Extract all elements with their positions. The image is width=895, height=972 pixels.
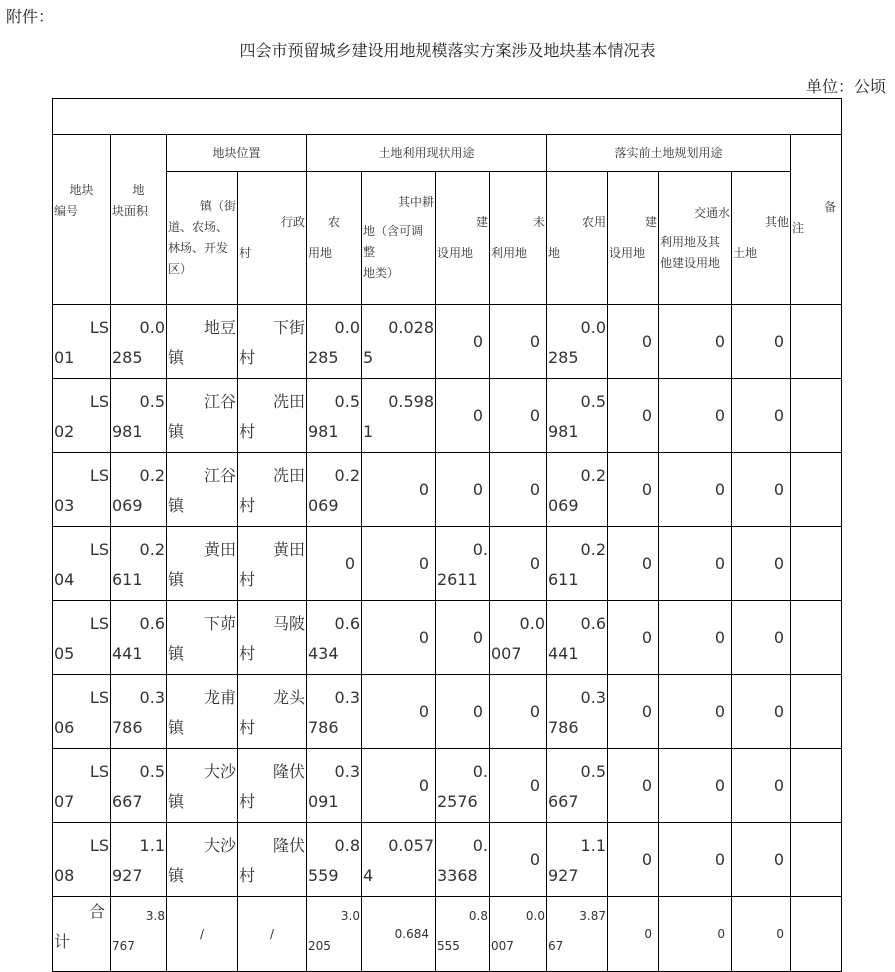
cell-plan-transport: 0 — [659, 527, 732, 601]
cell-arable — [362, 305, 436, 379]
cell-line: 01 — [54, 348, 75, 367]
cell-line: 0.8 — [334, 836, 360, 855]
cell-line: 05 — [54, 644, 75, 663]
cell-line: 大沙 — [203, 836, 236, 855]
cell-plan-construction: 0 — [608, 823, 659, 897]
cell-line: 冼田 — [272, 392, 305, 411]
cell-no — [53, 675, 111, 749]
cell-total-label — [53, 897, 111, 972]
cell-town — [167, 453, 238, 527]
cell-line: 0.2 — [334, 466, 360, 485]
cell-plan-construction: 0 — [608, 379, 659, 453]
cell-arable: 0 — [362, 675, 436, 749]
cell-unused: 0 — [490, 527, 547, 601]
cell-plan-agri — [547, 527, 608, 601]
cell-line: 285 — [112, 348, 143, 367]
cell-line: LS — [89, 836, 109, 855]
blank-cell — [53, 99, 842, 135]
cell-remark — [791, 379, 842, 453]
cell-unused: 0 — [490, 379, 547, 453]
cell-line: 龙头 — [272, 688, 305, 707]
cell-line: 黄田 — [203, 540, 236, 559]
cell-line: 434 — [308, 644, 339, 663]
cell-line: 0.2 — [139, 466, 165, 485]
cell-construction — [436, 823, 490, 897]
cell-line: 江谷 — [203, 466, 236, 485]
cell-line: 441 — [548, 644, 579, 663]
cell-line: 007 — [491, 644, 522, 663]
cell-line: 069 — [112, 496, 143, 515]
cell-line: 3.87 — [579, 909, 606, 923]
cell-town — [167, 601, 238, 675]
cell-arable — [362, 379, 436, 453]
cell-area — [111, 601, 167, 675]
cell-remark — [791, 749, 842, 823]
cell-town — [167, 823, 238, 897]
header-plan-agri: 农用 地 — [547, 172, 608, 305]
cell-line: 67 — [548, 939, 564, 953]
table-row — [53, 749, 842, 823]
cell-line: 0.0 — [139, 318, 165, 337]
cell-plan-other: 0 — [732, 749, 791, 823]
header-current-use-group: 土地利用现状用途 — [307, 135, 547, 172]
cell-line: 镇 — [168, 348, 185, 367]
cell-plan-construction: 0 — [608, 749, 659, 823]
cell-line: 2611 — [437, 570, 478, 589]
cell-plan-other: 0 — [732, 675, 791, 749]
cell-line: 0.2 — [580, 540, 606, 559]
cell-line: 大沙 — [203, 762, 236, 781]
cell-line: 4 — [363, 866, 374, 885]
cell-no — [53, 601, 111, 675]
cell-line: 981 — [548, 422, 579, 441]
cell-plan-other: 0 — [732, 823, 791, 897]
cell-line: 镇 — [168, 718, 185, 737]
cell-unused: 0 — [490, 823, 547, 897]
cell-line: 隆伏 — [272, 836, 305, 855]
header-row-1 — [53, 135, 842, 172]
cell-village: / — [238, 897, 307, 972]
cell-agri: 0 — [307, 527, 362, 601]
cell-no — [53, 823, 111, 897]
cell-agri — [307, 379, 362, 453]
cell-line: 0.3 — [139, 688, 165, 707]
cell-line: 0.0 — [525, 909, 545, 923]
cell-line: 927 — [548, 866, 579, 885]
cell-remark — [791, 823, 842, 897]
cell-line: 村 — [239, 866, 256, 885]
cell-line: 0.5 — [580, 392, 606, 411]
cell-remark — [791, 601, 842, 675]
cell-line: 981 — [308, 422, 339, 441]
table-row — [53, 453, 842, 527]
cell-line: 村 — [239, 644, 256, 663]
cell-line: 隆伏 — [272, 762, 305, 781]
table-row — [53, 305, 842, 379]
cell-town: / — [167, 897, 238, 972]
header-plan-transport: 交通水 利用地及其 他建设用地 — [659, 172, 732, 305]
cell-village — [238, 527, 307, 601]
cell-village — [238, 675, 307, 749]
cell-line: LS — [89, 688, 109, 707]
cell-town — [167, 379, 238, 453]
header-arable: 其中耕 地（含可调整 地类） — [362, 172, 436, 305]
cell-arable: 0.684 — [362, 897, 436, 972]
cell-line: 069 — [548, 496, 579, 515]
cell-line: 0.2 — [139, 540, 165, 559]
cell-line: 786 — [112, 718, 143, 737]
cell-line: 1 — [363, 422, 374, 441]
cell-village — [238, 453, 307, 527]
cell-line: 091 — [308, 792, 339, 811]
cell-line: 1.1 — [580, 836, 606, 855]
cell-line: 0. — [472, 762, 488, 781]
cell-plan-agri — [547, 601, 608, 675]
cell-plan-transport: 0 — [659, 453, 732, 527]
cell-line: 285 — [548, 348, 579, 367]
cell-plan-transport: 0 — [659, 379, 732, 453]
cell-plan-transport: 0 — [659, 823, 732, 897]
header-row-2 — [53, 172, 842, 305]
cell-line: 08 — [54, 866, 75, 885]
cell-plan-construction: 0 — [608, 305, 659, 379]
cell-line: 0.028 — [388, 318, 434, 337]
parcel-table — [52, 98, 842, 972]
cell-line: 0.6 — [334, 614, 360, 633]
cell-no — [53, 379, 111, 453]
cell-agri — [307, 601, 362, 675]
cell-line: 981 — [112, 422, 143, 441]
cell-village — [238, 305, 307, 379]
header-location-group: 地块位置 — [167, 135, 307, 172]
cell-plan-other: 0 — [732, 379, 791, 453]
cell-unused — [490, 601, 547, 675]
header-plan-other: 其他 土地 — [732, 172, 791, 305]
cell-line: 镇 — [168, 422, 185, 441]
cell-line: 镇 — [168, 792, 185, 811]
cell-area — [111, 379, 167, 453]
cell-line: 镇 — [168, 570, 185, 589]
cell-line: 0.5 — [580, 762, 606, 781]
cell-construction: 0 — [436, 305, 490, 379]
cell-line: 786 — [548, 718, 579, 737]
table-blank-row — [53, 99, 842, 135]
cell-line: 03 — [54, 496, 75, 515]
cell-area — [111, 305, 167, 379]
cell-unused: 0 — [490, 675, 547, 749]
cell-line: 计 — [54, 932, 71, 951]
cell-line: 0.6 — [139, 614, 165, 633]
cell-no — [53, 527, 111, 601]
unit-label: 单位：公顷 — [805, 77, 886, 96]
cell-line: 0.0 — [334, 318, 360, 337]
cell-line: 村 — [239, 496, 256, 515]
cell-line: 3368 — [437, 866, 478, 885]
cell-no — [53, 749, 111, 823]
cell-village — [238, 601, 307, 675]
cell-line: 786 — [308, 718, 339, 737]
cell-line: 江谷 — [203, 392, 236, 411]
cell-line: 0.5 — [334, 392, 360, 411]
cell-plan-construction: 0 — [608, 601, 659, 675]
cell-construction — [436, 749, 490, 823]
header-area: 地 块面积 — [111, 135, 167, 305]
cell-construction — [436, 527, 490, 601]
cell-plan-other: 0 — [732, 897, 791, 972]
cell-line: 927 — [112, 866, 143, 885]
cell-line: 007 — [491, 939, 514, 953]
cell-line: LS — [89, 614, 109, 633]
cell-plan-construction: 0 — [608, 897, 659, 972]
cell-line: LS — [89, 762, 109, 781]
table-row — [53, 601, 842, 675]
cell-line: 3.0 — [340, 909, 360, 923]
cell-line: 0.057 — [388, 836, 434, 855]
cell-line: 205 — [308, 939, 331, 953]
cell-town — [167, 305, 238, 379]
cell-unused — [490, 897, 547, 972]
header-construction: 建 设用地 — [436, 172, 490, 305]
cell-plan-agri — [547, 897, 608, 972]
cell-plan-construction: 0 — [608, 675, 659, 749]
cell-line: 611 — [112, 570, 143, 589]
cell-line: 555 — [437, 939, 460, 953]
cell-line: 1.1 — [139, 836, 165, 855]
table-row — [53, 675, 842, 749]
cell-line: 0.5 — [139, 762, 165, 781]
cell-area — [111, 453, 167, 527]
cell-line: 0. — [472, 540, 488, 559]
cell-remark — [791, 305, 842, 379]
cell-agri — [307, 453, 362, 527]
cell-plan-transport: 0 — [659, 749, 732, 823]
cell-line: 611 — [548, 570, 579, 589]
cell-line: 5 — [363, 348, 374, 367]
cell-no — [53, 305, 111, 379]
cell-construction: 0 — [436, 453, 490, 527]
cell-line: 合 — [88, 902, 105, 921]
cell-unused: 0 — [490, 453, 547, 527]
cell-line: 0.6 — [580, 614, 606, 633]
cell-line: 0.3 — [334, 762, 360, 781]
cell-plan-other: 0 — [732, 305, 791, 379]
cell-remark — [791, 453, 842, 527]
cell-remark — [791, 675, 842, 749]
cell-line: 0.3 — [580, 688, 606, 707]
cell-construction: 0 — [436, 379, 490, 453]
cell-plan-agri — [547, 305, 608, 379]
attachment-label: 附件： — [6, 7, 55, 26]
cell-arable: 0 — [362, 453, 436, 527]
cell-plan-transport: 0 — [659, 305, 732, 379]
cell-line: 0.2 — [580, 466, 606, 485]
cell-agri — [307, 675, 362, 749]
cell-village — [238, 379, 307, 453]
cell-arable — [362, 823, 436, 897]
cell-line: LS — [89, 318, 109, 337]
cell-line: 767 — [112, 939, 135, 953]
cell-line: 04 — [54, 570, 75, 589]
cell-plan-other: 0 — [732, 453, 791, 527]
cell-line: 村 — [239, 422, 256, 441]
table-row — [53, 379, 842, 453]
cell-arable: 0 — [362, 527, 436, 601]
cell-line: 马陂 — [272, 614, 305, 633]
table-row — [53, 823, 842, 897]
cell-no — [53, 453, 111, 527]
cell-line: 龙甫 — [203, 688, 236, 707]
cell-area — [111, 527, 167, 601]
cell-area — [111, 897, 167, 972]
page-title: 四会市预留城乡建设用地规模落实方案涉及地块基本情况表 — [239, 41, 656, 60]
cell-line: 667 — [548, 792, 579, 811]
cell-plan-agri — [547, 823, 608, 897]
header-agri: 农 用地 — [307, 172, 362, 305]
cell-area — [111, 675, 167, 749]
header-plan-construction: 建 设用地 — [608, 172, 659, 305]
cell-line: LS — [89, 540, 109, 559]
cell-line: 3.8 — [145, 909, 165, 923]
cell-line: 黄田 — [272, 540, 305, 559]
cell-line: LS — [89, 466, 109, 485]
cell-construction — [436, 897, 490, 972]
cell-line: 下茆 — [203, 614, 236, 633]
cell-town — [167, 527, 238, 601]
cell-unused: 0 — [490, 305, 547, 379]
cell-line: 村 — [239, 348, 256, 367]
cell-line: 村 — [239, 792, 256, 811]
cell-line: 0.3 — [334, 688, 360, 707]
cell-construction: 0 — [436, 601, 490, 675]
header-planned-use-group: 落实前土地规划用途 — [547, 135, 791, 172]
cell-agri — [307, 305, 362, 379]
cell-line: 07 — [54, 792, 75, 811]
cell-remark — [791, 527, 842, 601]
table-row — [53, 527, 842, 601]
cell-line: 0.0 — [580, 318, 606, 337]
table-total-row — [53, 897, 842, 972]
cell-line: 06 — [54, 718, 75, 737]
cell-line: 镇 — [168, 866, 185, 885]
cell-line: 村 — [239, 570, 256, 589]
cell-village — [238, 749, 307, 823]
cell-agri — [307, 823, 362, 897]
cell-line: 冼田 — [272, 466, 305, 485]
cell-line: 村 — [239, 718, 256, 737]
cell-line: 02 — [54, 422, 75, 441]
cell-agri — [307, 897, 362, 972]
cell-plan-transport: 0 — [659, 675, 732, 749]
header-town: 镇（街 道、农场、 林场、开发 区） — [167, 172, 238, 305]
cell-line: 285 — [308, 348, 339, 367]
cell-line: 441 — [112, 644, 143, 663]
cell-line: 0.8 — [468, 909, 488, 923]
cell-line: 0.598 — [388, 392, 434, 411]
cell-plan-other: 0 — [732, 601, 791, 675]
cell-area — [111, 823, 167, 897]
cell-line: 地豆 — [203, 318, 236, 337]
cell-line: 0.5 — [139, 392, 165, 411]
cell-arable: 0 — [362, 749, 436, 823]
cell-line: 069 — [308, 496, 339, 515]
cell-plan-transport: 0 — [659, 897, 732, 972]
cell-line: 559 — [308, 866, 339, 885]
header-remark: 备 注 — [791, 135, 842, 305]
header-unused: 未 利用地 — [490, 172, 547, 305]
cell-plan-other: 0 — [732, 527, 791, 601]
cell-line: 镇 — [168, 496, 185, 515]
cell-unused: 0 — [490, 749, 547, 823]
cell-village — [238, 823, 307, 897]
cell-construction: 0 — [436, 675, 490, 749]
header-village: 行政 村 — [238, 172, 307, 305]
cell-plan-transport: 0 — [659, 601, 732, 675]
cell-agri — [307, 749, 362, 823]
cell-plan-agri — [547, 453, 608, 527]
cell-line: 下街 — [272, 318, 305, 337]
cell-remark — [791, 897, 842, 972]
cell-area — [111, 749, 167, 823]
cell-line: 0.0 — [519, 614, 545, 633]
cell-line: LS — [89, 392, 109, 411]
cell-arable: 0 — [362, 601, 436, 675]
header-parcel-no: 地块 编号 — [53, 135, 111, 305]
cell-line: 2576 — [437, 792, 478, 811]
cell-plan-construction: 0 — [608, 527, 659, 601]
cell-plan-construction: 0 — [608, 453, 659, 527]
cell-line: 0. — [472, 836, 488, 855]
cell-plan-agri — [547, 675, 608, 749]
cell-plan-agri — [547, 379, 608, 453]
cell-plan-agri — [547, 749, 608, 823]
cell-town — [167, 749, 238, 823]
cell-town — [167, 675, 238, 749]
cell-line: 镇 — [168, 644, 185, 663]
cell-line: 667 — [112, 792, 143, 811]
